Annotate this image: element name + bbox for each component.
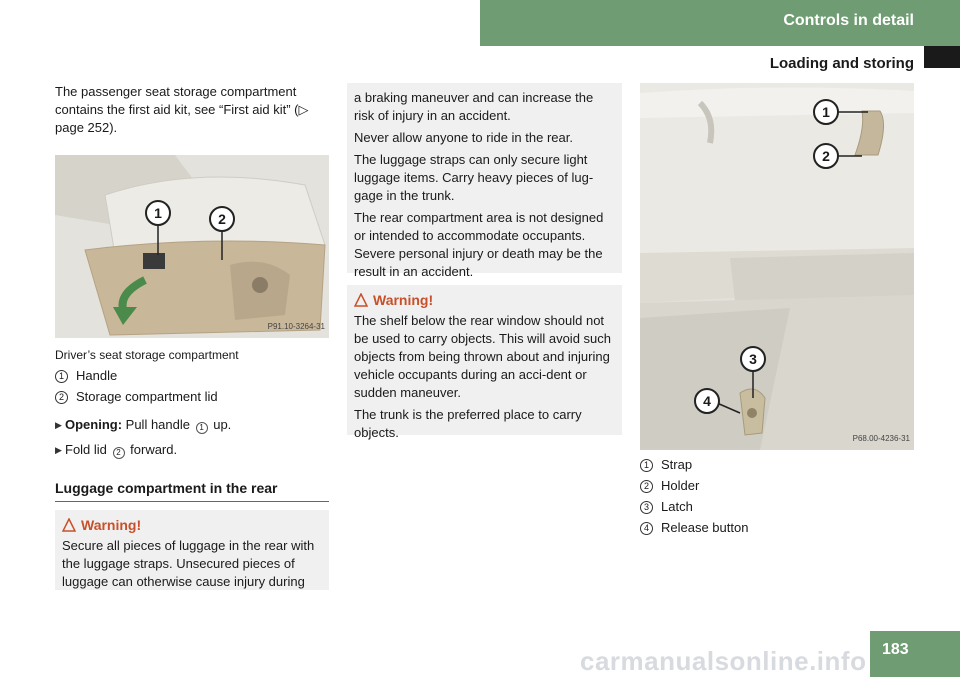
warning-title: Warning! — [81, 517, 142, 533]
instruction-step — [55, 441, 329, 459]
callout-1: 1 — [154, 205, 162, 221]
legend-label: Holder — [661, 478, 700, 493]
legend-item — [640, 498, 915, 516]
legend-item — [55, 388, 329, 406]
callout-3: 3 — [749, 351, 757, 367]
warning-text: Secure all pieces of luggage in the rear with the luggage straps. Unsecured pieces of luggage can otherwise cause injury during — [62, 538, 315, 589]
arrow-icon: ▶ — [55, 445, 62, 455]
warning-paragraph: The trunk is the preferred place to carry objects. — [354, 407, 582, 440]
callout-1: 1 — [822, 104, 830, 120]
instruction-step — [55, 416, 329, 434]
chapter-title: Controls in detail — [783, 12, 914, 29]
column-3 — [640, 83, 915, 537]
warning-box-continued — [347, 83, 622, 279]
legend-label: Strap — [661, 457, 693, 472]
warning-paragraph: The luggage straps can only secure light luggage items. Carry heavy pieces of lug-gage in the trunk. — [354, 152, 594, 203]
figure-code: P68.00-4236-31 — [852, 434, 910, 443]
watermark: carmanualsonline.info — [580, 646, 867, 676]
warning-box — [55, 510, 329, 590]
callout-2: 2 — [822, 148, 830, 164]
legend-number: 2 — [55, 391, 68, 404]
legend-number: 1 — [640, 459, 653, 472]
warning-triangle-icon — [354, 293, 368, 307]
intro-paragraph: The passenger seat storage compartment contains the first aid kit, see “First aid kit” (▷ page 252). — [55, 84, 309, 135]
legend-item — [640, 456, 915, 474]
figure-caption: Driver’s seat storage compartment — [55, 348, 239, 362]
warning-triangle-icon — [62, 518, 76, 532]
column-1 — [55, 83, 329, 590]
seat-storage-photo — [55, 155, 329, 338]
step-text: Fold lid — [65, 442, 111, 457]
legend-number: 1 — [55, 370, 68, 383]
section-title: Loading and storing — [769, 55, 914, 72]
step-ref-number: 2 — [113, 447, 125, 459]
warning-paragraph: The rear compartment area is not designed or intended to accommodate occupants. Severe personal injury or death may be the result in an accident. — [354, 210, 604, 279]
legend-label: Handle — [76, 368, 118, 383]
step-ref-number: 1 — [196, 422, 208, 434]
callout-4: 4 — [703, 393, 711, 409]
legend-label: Release button — [661, 520, 749, 535]
legend-item — [55, 367, 329, 385]
step-text: forward. — [126, 442, 178, 457]
warning-heading — [62, 516, 322, 534]
rear-compartment-illustration — [640, 83, 914, 450]
warning-box — [347, 285, 622, 440]
seat-storage-illustration — [55, 155, 329, 338]
section-tab-marker — [924, 46, 960, 68]
warning-title: Warning! — [373, 292, 434, 308]
warning-paragraph: The shelf below the rear window should not be used to carry objects. This will avoid such objects from being thrown about and injuring vehicle occupants during an acci-dent or sudden maneuver. — [354, 313, 611, 400]
step-text: up. — [209, 417, 232, 432]
legend-item — [640, 519, 915, 537]
column-2 — [347, 83, 622, 440]
warning-paragraph: a braking maneuver and can increase the risk of injury in an accident. — [354, 90, 594, 123]
legend-label: Latch — [661, 499, 693, 514]
page-number: 183 — [870, 631, 960, 677]
warning-heading — [354, 291, 615, 309]
legend-number: 2 — [640, 480, 653, 493]
legend-number: 3 — [640, 501, 653, 514]
legend-number: 4 — [640, 522, 653, 535]
legend-label: Storage compartment lid — [76, 389, 218, 404]
warning-paragraph: Never allow anyone to ride in the rear. — [354, 130, 573, 145]
arrow-icon: ▶ — [55, 420, 62, 430]
legend-item — [640, 477, 915, 495]
step-text: Pull handle — [122, 417, 194, 432]
step-label: Opening: — [65, 417, 123, 432]
section-heading: Luggage compartment in the rear — [55, 479, 329, 502]
figure-code: P91.10-3264-31 — [267, 322, 325, 331]
figure-legend — [640, 456, 915, 537]
rear-compartment-photo — [640, 83, 914, 450]
callout-2: 2 — [218, 211, 226, 227]
